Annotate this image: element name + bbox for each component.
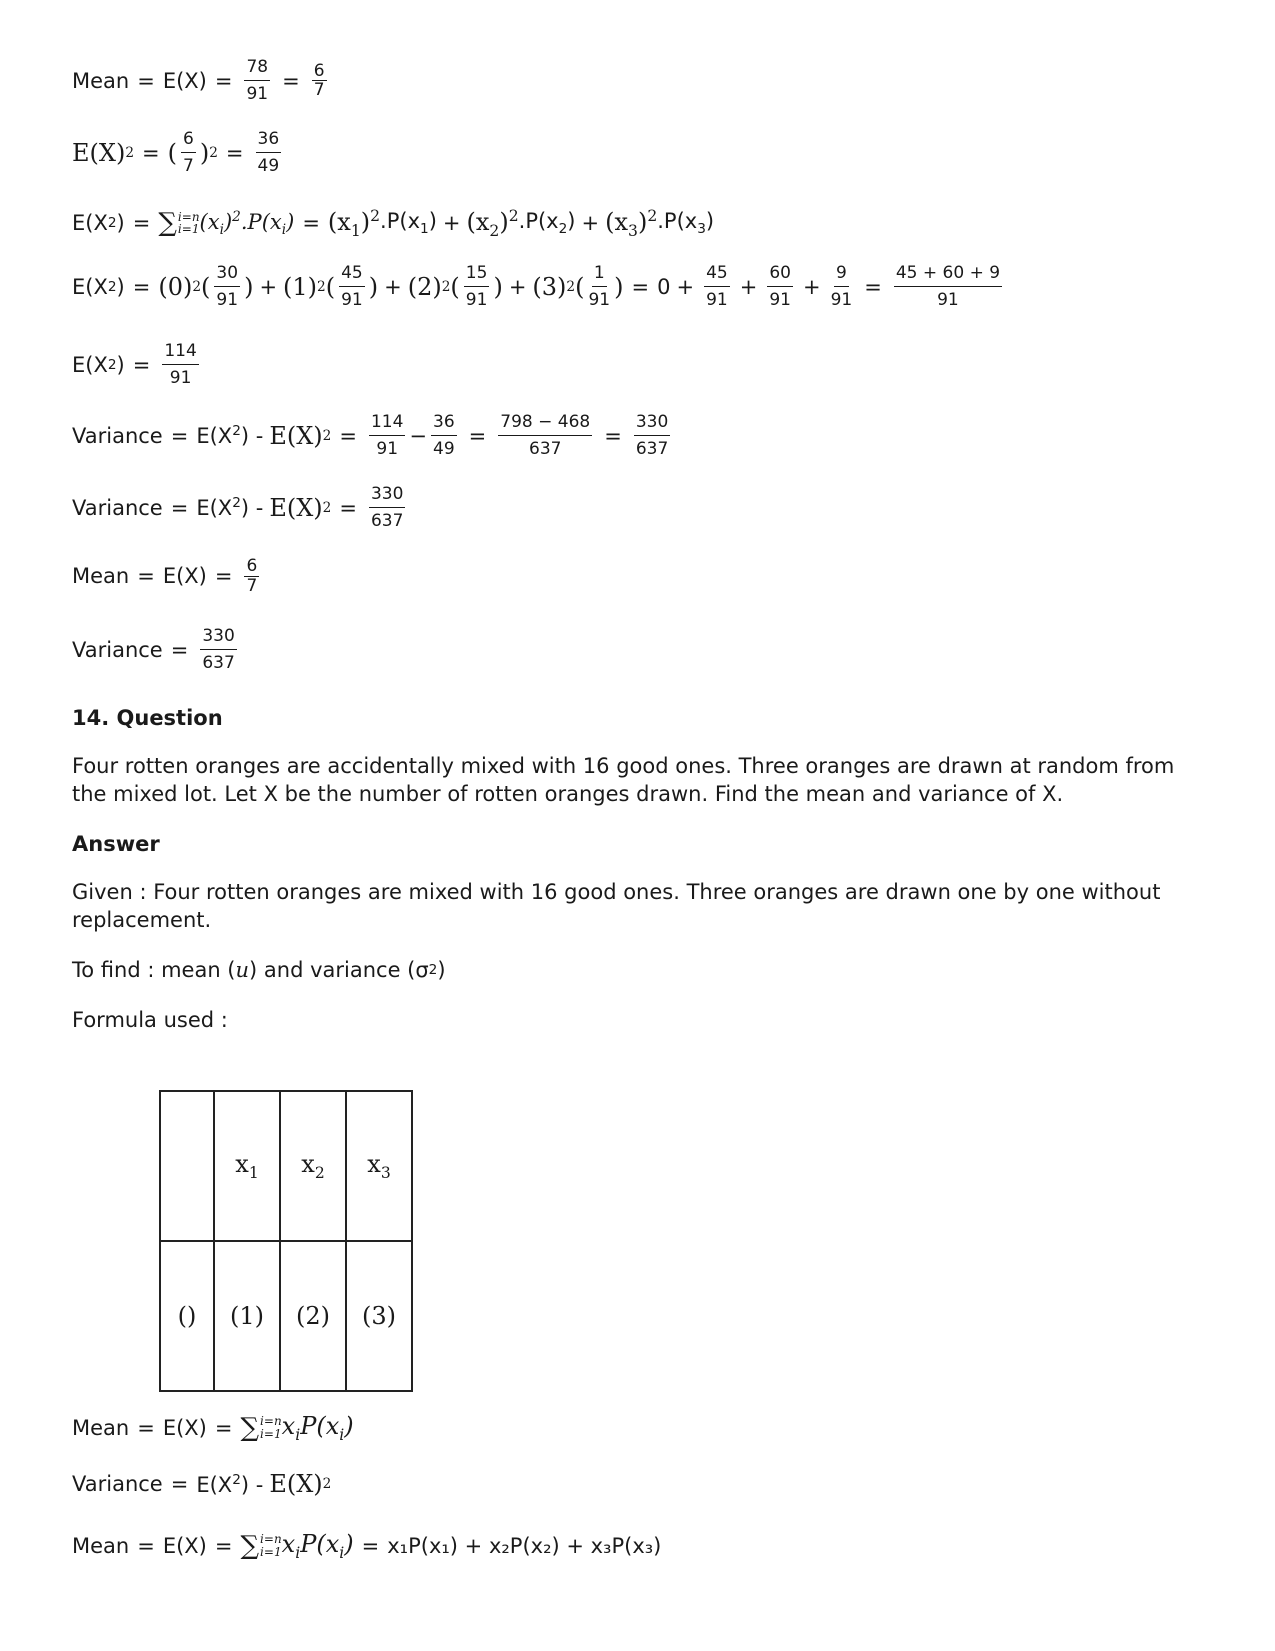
ex2-calculation-line: E(X 2 ) = (0) 2 ( $\frac{30}{91}$ ) + (1) 2 ( $\frac{45}{91}$ ) + (2) 2 ( $\frac{15}{91}$ ) + (3) 2 ( $\frac{1}{91}$ ) = 0 + $\frac{45}{91}$ + $\frac{60}{91}$ + $\frac{9}{91}$ = $\frac{45 + 60 + 9}{91}$: [72, 263, 1001, 310]
table-cell: $x_3$: [346, 1091, 412, 1241]
table-cell: [160, 1091, 214, 1241]
mean-expand-line: Mean = E(X) = ∑ i=n i=1 $x_iP(x_i)$ = x₁P(x₁) + x₂P(x₂) + x₃P(x₃): [72, 1530, 662, 1562]
variance-line-1: Variance = $E(X^2)$ - E(X) 2 = $\frac{114}{91}$ − $\frac{36}{49}$ = $\frac{798 - 468}{637}$ = $\frac{330}{637}$: [72, 412, 669, 459]
question-title: 14. Question: [72, 706, 223, 730]
formula-variance-line: Variance = $E(X^2)$ - E(X) 2: [72, 1470, 332, 1498]
fraction: $\frac{6}{7}$: [183, 129, 194, 176]
fraction: $\frac{78}{91}$: [246, 57, 269, 104]
question-text: Four rotten oranges are accidentally mixed with 16 good ones. Three oranges are drawn at random from the mixed lot. Let X be the number of rotten oranges drawn. Find the mean and variance of X.: [72, 754, 1175, 806]
table-cell: $x_1$: [214, 1091, 280, 1241]
variance-line-2: Variance = $E(X^2)$ - E(X) 2 = $\frac{330}{637}$: [72, 484, 404, 531]
table-cell: (): [160, 1241, 214, 1391]
ex-squared-line: E(X) 2 = ( $\frac{6}{7}$ ) 2 = $\frac{36}{49}$: [72, 129, 280, 176]
table-cell: (1): [214, 1241, 280, 1391]
to-find-line: To find : mean ( u ) and variance (σ 2 ): [72, 958, 446, 982]
table-cell: (3): [346, 1241, 412, 1391]
summation-symbol: ∑ i=n i=1: [158, 208, 200, 239]
mean-label: Mean: [72, 68, 130, 93]
formula-used-label: Formula used :: [72, 1008, 228, 1032]
mean-line-1: Mean = E(X) = $\frac{78}{91}$ = $\frac{6}{7}$: [72, 57, 325, 104]
answer-title: Answer: [72, 832, 160, 856]
given-text: Given : Four rotten oranges are mixed with 16 good ones. Three oranges are drawn one by one without replacement.: [72, 880, 1161, 932]
ex2-formula-line: E(X 2 ) = ∑ i=n i=1 $(x_i)^2.P(x_i)$ = $(x_1)^2$ $.P(x_1)$ + $(x_2)^2$ $.P(x_2)$ + $(x_3)^2$ $.P(x_3)$: [72, 207, 715, 240]
mean-final-line: Mean = E(X) = $\frac{6}{7}$: [72, 556, 258, 596]
table-cell: $x_2$: [280, 1091, 346, 1241]
fraction: $\frac{6}{7}$: [313, 60, 325, 101]
table-cell: (2): [280, 1241, 346, 1391]
fraction: $\frac{36}{49}$: [257, 129, 280, 176]
variance-final-line: Variance = $\frac{330}{637}$: [72, 626, 235, 673]
formula-table: [159, 1090, 413, 1392]
formula-mean-line: Mean = E(X) = ∑ i=n i=1 $x_iP(x_i)$: [72, 1412, 354, 1444]
ex2-result-line: E(X 2 ) = $\frac{114}{91}$: [72, 341, 197, 388]
